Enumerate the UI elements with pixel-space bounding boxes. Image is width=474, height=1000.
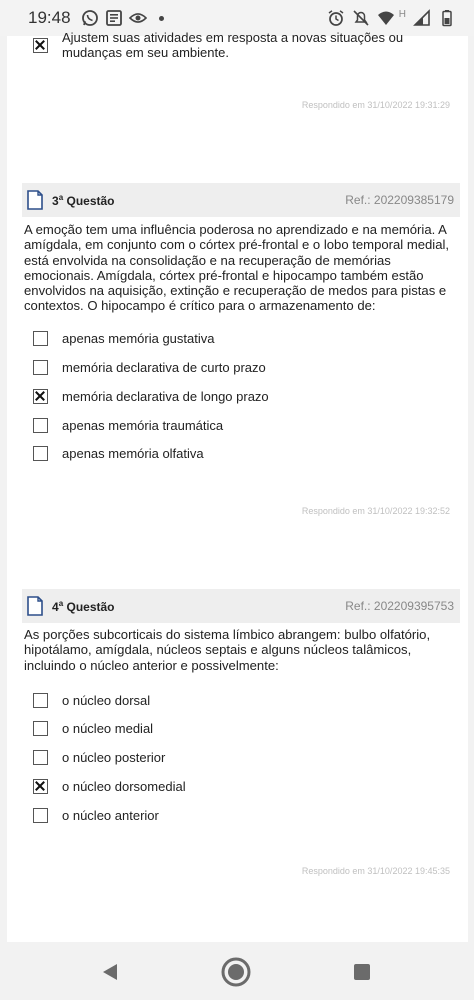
- answered-timestamp: Respondido em 31/10/2022 19:32:52: [301, 506, 450, 516]
- prev-option[interactable]: [33, 30, 422, 60]
- exam-page: [7, 30, 468, 942]
- recent-apps-icon[interactable]: [353, 963, 371, 981]
- wifi-icon: [377, 9, 395, 27]
- signal-icon: [413, 9, 431, 27]
- network-type: H: [398, 8, 406, 20]
- back-icon[interactable]: [100, 962, 120, 982]
- option-label: memória declarativa de longo prazo: [62, 388, 269, 404]
- question-text: A emoção tem uma influência poderosa no aprendizado e na memória. A amígdala, em conjunto com o córtex pré-frontal e o lobo temporal medial, está envolvida na consolidação e na recuperação de memórias emocionais. Amígdala, córtex pré-frontal e hipocampo também estão envolvidos na aquisição, extinção e recuperação de medos para pistas e contextos. O hipocampo é crítico para o armazenamento de:: [24, 222, 450, 314]
- option-label: apenas memória olfativa: [62, 445, 204, 461]
- checkbox[interactable]: [33, 750, 48, 765]
- question-text: As porções subcorticais do sistema límbico abrangem: bulbo olfatório, hipotálamo, amígdala, núcleos septais e alguns núcleos talâmicos, incluindo o núcleo anterior e possivelmente:: [24, 627, 431, 673]
- option-label: memória declarativa de curto prazo: [62, 359, 266, 375]
- option-label: apenas memória traumática: [62, 417, 224, 433]
- question-header: [22, 183, 460, 217]
- answer-option[interactable]: [33, 691, 150, 709]
- navigation-bar: [0, 942, 474, 1000]
- answer-option[interactable]: [33, 387, 269, 405]
- document-icon: [26, 596, 44, 616]
- battery-icon: [438, 9, 456, 27]
- eye-icon: [129, 9, 147, 27]
- answer-option[interactable]: [33, 777, 186, 795]
- checkbox[interactable]: [33, 721, 48, 736]
- answer-option[interactable]: [33, 719, 153, 737]
- answer-option[interactable]: [33, 358, 266, 376]
- option-label: apenas memória gustativa: [62, 330, 215, 346]
- status-time: 19:48: [28, 8, 71, 27]
- question-ref: Ref.: 202209395753: [345, 599, 454, 613]
- option-label: o núcleo medial: [62, 720, 154, 736]
- option-label: Ajustem suas atividades em resposta a novas situações ou mudanças em seu ambiente.: [62, 30, 404, 60]
- mute-icon: [352, 9, 370, 27]
- answer-option[interactable]: [33, 748, 165, 766]
- checkbox-checked[interactable]: [33, 779, 48, 794]
- checkbox[interactable]: [33, 693, 48, 708]
- checkbox[interactable]: [33, 331, 48, 346]
- answered-timestamp: Respondido em 31/10/2022 19:31:29: [301, 100, 450, 110]
- answered-timestamp: Respondido em 31/10/2022 19:45:35: [301, 866, 450, 876]
- answer-option[interactable]: [33, 806, 159, 824]
- question-title: 4$^a$ Questão: [52, 598, 115, 614]
- answer-option[interactable]: [33, 416, 223, 434]
- question-ref: Ref.: 202209385179: [345, 193, 454, 207]
- option-label: o núcleo dorsomedial: [62, 778, 186, 794]
- checkbox[interactable]: [33, 360, 48, 375]
- answer-option[interactable]: [33, 444, 204, 462]
- checkbox[interactable]: [33, 38, 48, 53]
- answer-option[interactable]: [33, 329, 214, 347]
- whatsapp-icon: [81, 9, 99, 27]
- document-icon: [26, 190, 44, 210]
- option-label: o núcleo dorsal: [62, 692, 151, 708]
- checkbox[interactable]: [33, 446, 48, 461]
- alarm-icon: [327, 9, 345, 27]
- checkbox[interactable]: [33, 808, 48, 823]
- checkbox[interactable]: [33, 418, 48, 433]
- question-header: [22, 589, 460, 623]
- news-icon: [105, 9, 123, 27]
- home-icon[interactable]: [220, 956, 252, 988]
- option-label: o núcleo anterior: [62, 807, 159, 823]
- notification-dot: [159, 16, 164, 21]
- checkbox-checked[interactable]: [33, 389, 48, 404]
- question-title: 3$^a$ Questão: [52, 192, 115, 208]
- option-label: o núcleo posterior: [62, 749, 166, 765]
